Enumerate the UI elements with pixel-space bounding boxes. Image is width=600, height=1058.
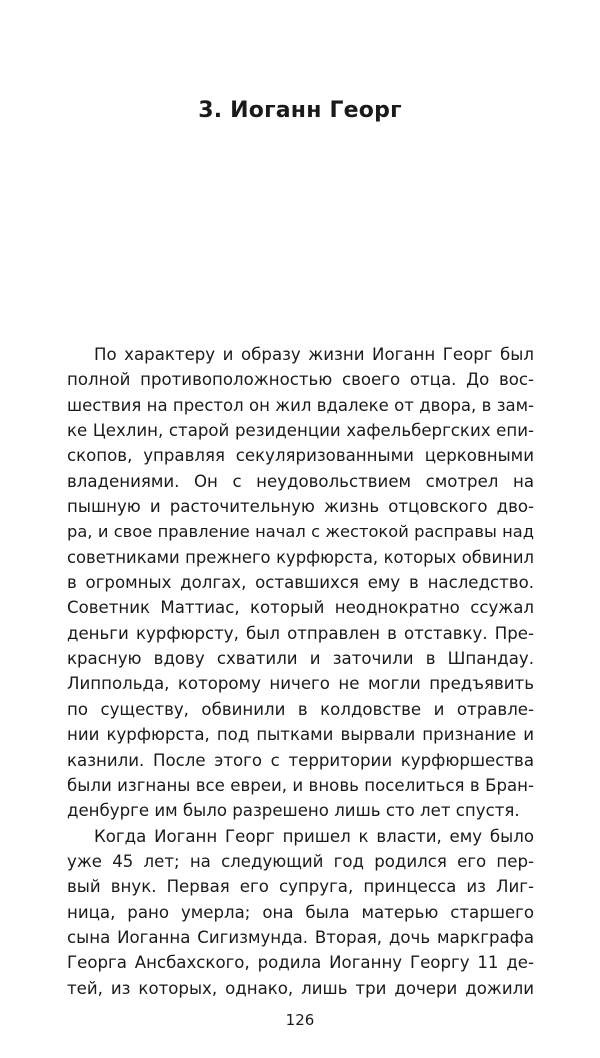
text-line: Советник Маттиас, который неоднократно ссужал — [67, 598, 534, 618]
text-line: нии курфюрста, под пытками вырвали признание и — [67, 725, 534, 745]
text-line: вый внук. Первая его супруга, принцесса из Лиг- — [67, 877, 534, 897]
text-line: Георга Ансбахского, родила Иоганну Георгу 11 де- — [67, 953, 534, 973]
text-line: владениями. Он с неудовольствием смотрел на — [67, 471, 534, 491]
text-line: уже 45 лет; на следующий год родился его пер- — [67, 851, 534, 871]
text-line: в огромных долгах, оставшихся ему в наследство. — [67, 573, 534, 593]
page-number: 126 — [285, 1011, 315, 1029]
text-line: Липпольда, которому ничего не могли предъявить — [67, 674, 534, 694]
paragraph — [67, 824, 534, 1001]
text-line: полной противоположностью своего отца. До вос- — [67, 370, 534, 390]
text-line: По характеру и образу жизни Иоганн Георг был — [94, 345, 534, 364]
text-line: ница, рано умерла; она была матерью старшего — [67, 902, 534, 922]
text-line: деньги курфюрсту, был отправлен в отставку. Пре- — [67, 623, 534, 643]
text-line: казнили. После этого с территории курфюршества — [67, 750, 534, 770]
body-text — [67, 342, 534, 1001]
chapter-title: 3. Иоганн Георг — [198, 98, 402, 123]
text-line: ра, и свое правление начал с жестокой расправы над — [67, 522, 534, 542]
text-line: сына Иоганна Сигизмунда. Вторая, дочь маркграфа — [67, 927, 534, 947]
text-line: Когда Иоганн Георг пришел к власти, ему было — [94, 826, 534, 846]
text-line: красную вдову схватили и заточили в Шпандау. — [67, 649, 534, 669]
text-line: денбурге им было разрешено лишь сто лет спустя. — [67, 801, 520, 821]
text-line: скопов, управляя секуляризованными церковными — [67, 446, 534, 466]
text-line: советниками прежнего курфюрста, которых обвинил — [67, 547, 534, 567]
text-line: были изгнаны все евреи, и вновь поселиться в Бран- — [67, 775, 534, 795]
text-line: тей, из которых, однако, лишь три дочери дожили — [67, 978, 534, 998]
text-line: ке Цехлин, старой резиденции хафельбергских епи- — [67, 421, 534, 441]
text-line: пышную и расточительную жизнь отцовского дво- — [67, 497, 534, 517]
paragraph — [67, 342, 534, 824]
text-line: по существу, обвинили в колдовстве и отравле- — [67, 699, 534, 719]
text-line: шествия на престол он жил вдалеке от двора, в зам- — [67, 395, 534, 415]
